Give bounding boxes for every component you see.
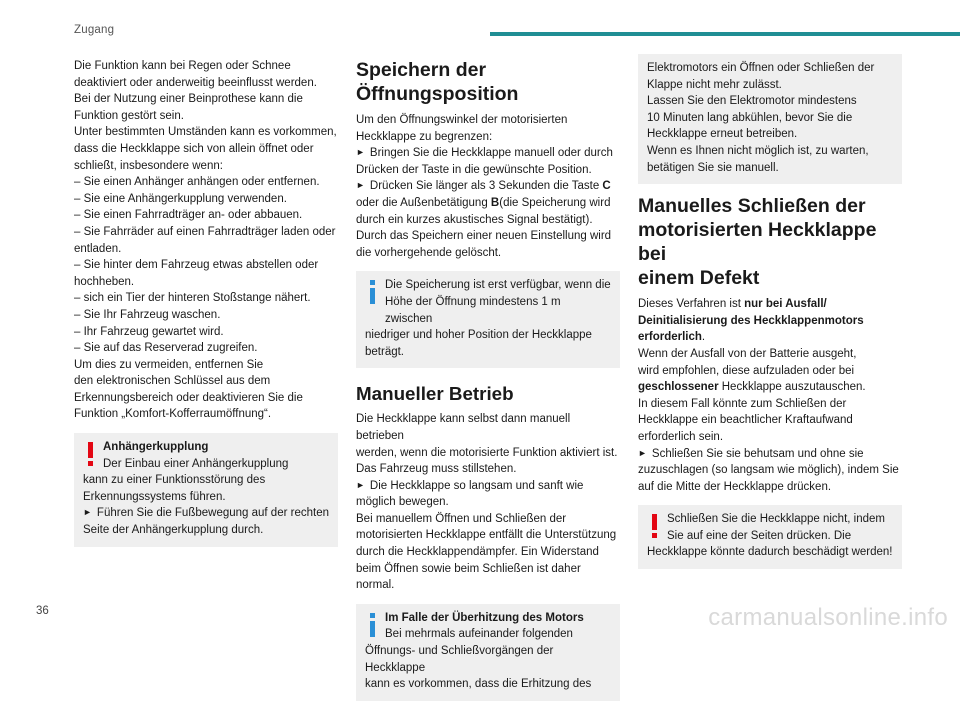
bold-text: geschlossener: [638, 381, 719, 394]
heading-line: Öffnungsposition: [356, 83, 519, 105]
info-line: Bei mehrmals aufeinander folgenden: [385, 628, 573, 641]
heading-line: Speichern der: [356, 59, 487, 81]
step-line: Drücken der Taste in die gewünschte Position.: [356, 163, 592, 176]
column-2: [356, 58, 620, 701]
step-line: auf die Mitte der Heckklappe drücken.: [638, 480, 832, 493]
heading-manual-operation: Manueller Betrieb: [356, 383, 514, 405]
body-line: Unter bestimmten Umständen kann es vorkommen,: [74, 126, 337, 139]
body-line: deaktiviert oder anderweitig beeinflusst werden.: [74, 76, 317, 89]
body-line: In diesem Fall könnte zum Schließen der: [638, 397, 847, 410]
step-line: durch ein kurzes akustisches Signal bestätigt).: [356, 213, 593, 226]
body-line: Heckklappe zu begrenzen:: [356, 130, 493, 143]
body-line: dass die Heckklappe sich von allein öffnet oder: [74, 142, 314, 155]
key-label: B: [490, 196, 500, 209]
watermark: carmanualsonline.info: [708, 604, 948, 631]
body-line: [638, 379, 902, 396]
body-line: [638, 313, 902, 330]
info-line: Klappe nicht mehr zulässt.: [647, 78, 782, 91]
warning-title: Anhängerkupplung: [103, 441, 209, 454]
list-item: – Sie hinter dem Fahrzeug etwas abstellen oder: [74, 259, 319, 272]
bold-text: Deinitialisierung des Heckklappenmotors: [638, 314, 864, 327]
info-line: Lassen Sie den Elektromotor mindestens: [647, 95, 857, 108]
warning-step: ► Führen Sie die Fußbewegung auf der rechten: [83, 505, 329, 522]
step-line: ► Bringen Sie die Heckklappe manuell oder durch: [356, 145, 620, 162]
body-line: Um den Öffnungswinkel der motorisierten: [356, 114, 568, 126]
warning-line: Sie auf eine der Seiten drücken. Die: [667, 529, 852, 542]
exclamation-warning-icon: [84, 441, 98, 467]
step-line: ► Die Heckklappe so langsam und sanft wie: [356, 478, 620, 495]
list-item: – Sie eine Anhängerkupplung verwenden.: [74, 192, 287, 205]
step-line: [356, 178, 620, 195]
body-line: Wenn der Ausfall von der Batterie ausgeht,: [638, 347, 857, 360]
body-line: Funktion „Komfort-Kofferraumöffnung“.: [74, 408, 272, 421]
body-line: Bei manuellem Öffnen und Schließen der: [356, 512, 567, 525]
info-line: kann es vorkommen, dass die Erhitzung des: [365, 678, 592, 691]
body-text: Heckklappe auszutauschen.: [718, 381, 866, 394]
body-line: Das Fahrzeug muss stillstehen.: [356, 463, 517, 476]
heading-save-position: [356, 58, 620, 106]
step-line: ► Schließen Sie sie behutsam und ohne sie: [638, 446, 902, 463]
warning-line: kann zu einer Funktionsstörung des: [83, 474, 266, 487]
body-line: schließt, insbesondere wenn:: [74, 159, 223, 172]
step-line: zuzuschlagen (so langsam wie möglich), indem Sie: [638, 464, 899, 477]
body-line: Um dies zu vermeiden, entfernen Sie: [74, 358, 264, 371]
exclamation-warning-icon: [648, 513, 662, 539]
step-line: möglich bewegen.: [356, 496, 449, 509]
list-item: – sich ein Tier der hinteren Stoßstange nähert.: [74, 292, 311, 305]
body-line: beim Öffnen sowie beim Schließen ist daher normal.: [356, 562, 581, 592]
warning-box: [638, 505, 902, 569]
body-line: erforderlich sein.: [638, 430, 724, 443]
warning-line: Heckklappe könnte dadurch beschädigt werden!: [647, 546, 893, 559]
body-line: Durch das Speichern einer neuen Einstellung wird: [356, 230, 612, 243]
warning-line: Erkennungssystems führen.: [83, 490, 226, 503]
warning-box: [74, 433, 338, 547]
section-title: Zugang: [74, 24, 115, 36]
list-item: – Sie Ihr Fahrzeug waschen.: [74, 308, 221, 321]
page-number: 36: [36, 605, 49, 617]
list-item: – Sie Fahrräder auf einen Fahrradträger laden oder: [74, 225, 336, 238]
heading-line: Manuelles Schließen der: [638, 195, 866, 218]
body-line: die vorhergehende gelöscht.: [356, 246, 502, 259]
column-1: [74, 58, 338, 547]
body-line: Erkennungsbereich oder deaktivieren Sie die: [74, 391, 303, 404]
header-accent-bar: [490, 32, 960, 36]
list-item: – Sie einen Anhänger anhängen oder entfernen.: [74, 176, 320, 189]
bold-text: erforderlich: [638, 331, 702, 344]
info-box: [356, 271, 620, 368]
info-line: Wenn es Ihnen nicht möglich ist, zu warten,: [647, 144, 869, 157]
heading-line: motorisierten Heckklappe bei: [638, 219, 877, 266]
list-item: entladen.: [74, 242, 122, 255]
step-line: [356, 195, 620, 212]
info-line: Heckklappe erneut betreiben.: [647, 128, 798, 141]
info-box: [356, 604, 620, 701]
heading-manual-close: [638, 194, 902, 290]
list-item: hochheben.: [74, 275, 135, 288]
info-line: niedriger und hoher Position der Heckklappe: [365, 329, 592, 342]
column-3: [638, 54, 902, 569]
body-line: durch die Heckklappendämpfer. Ein Widerstand: [356, 546, 599, 559]
warning-line: Schließen Sie die Heckklappe nicht, indem: [667, 513, 885, 526]
body-line: motorisierten Heckklappe entfällt die Unterstützung: [356, 529, 617, 542]
step-text: Drücken Sie länger als 3 Sekunden die Taste: [369, 180, 603, 193]
body-line: Bei der Nutzung einer Beinprothese kann die: [74, 93, 303, 106]
info-title: Im Falle der Überhitzung des Motors: [385, 611, 584, 624]
key-label: C: [602, 180, 611, 193]
step-text: (die Speicherung wird: [499, 196, 611, 209]
list-item: – Sie einen Fahrradträger an- oder abbauen.: [74, 209, 303, 222]
bold-text: nur bei Ausfall/: [744, 298, 827, 311]
body-line: Die Heckklappe kann selbst dann manuell betrieben: [356, 413, 571, 442]
body-line: [638, 329, 902, 346]
body-line: Die Funktion kann bei Regen oder Schnee: [74, 60, 291, 72]
info-line: Die Speicherung ist erst verfügbar, wenn die: [385, 279, 611, 292]
info-line: Höhe der Öffnung mindestens 1 m zwischen: [385, 295, 561, 325]
info-box-continued: [638, 54, 902, 184]
body-text: .: [701, 331, 706, 344]
body-line: Funktion gestört sein.: [74, 109, 184, 122]
warning-line: Der Einbau einer Anhängerkupplung: [103, 457, 289, 470]
info-line: beträgt.: [365, 345, 404, 358]
info-line: Öffnungs- und Schließvorgängen der Heckklappe: [365, 645, 554, 674]
info-icon: [366, 279, 380, 305]
info-line: betätigen Sie sie manuell.: [647, 161, 779, 174]
warning-line: Seite der Anhängerkupplung durch.: [83, 524, 264, 537]
body-line: wird empfohlen, diese aufzuladen oder bei: [638, 364, 855, 377]
body-text: Dieses Verfahren ist: [638, 298, 745, 311]
info-icon: [366, 612, 380, 638]
heading-line: einem Defekt: [638, 267, 760, 290]
info-line: Elektromotors ein Öffnen oder Schließen der: [647, 62, 875, 74]
list-item: – Sie auf das Reserverad zugreifen.: [74, 342, 258, 355]
body-line: Heckklappe ein beachtlicher Kraftaufwand: [638, 414, 853, 427]
list-item: – Ihr Fahrzeug gewartet wird.: [74, 325, 224, 338]
body-line: [638, 296, 902, 313]
info-line: 10 Minuten lang abkühlen, bevor Sie die: [647, 111, 853, 124]
body-line: werden, wenn die motorisierte Funktion aktiviert ist.: [356, 446, 618, 459]
body-line: den elektronischen Schlüssel aus dem: [74, 375, 271, 388]
step-text: oder die Außenbetätigung: [356, 196, 491, 209]
